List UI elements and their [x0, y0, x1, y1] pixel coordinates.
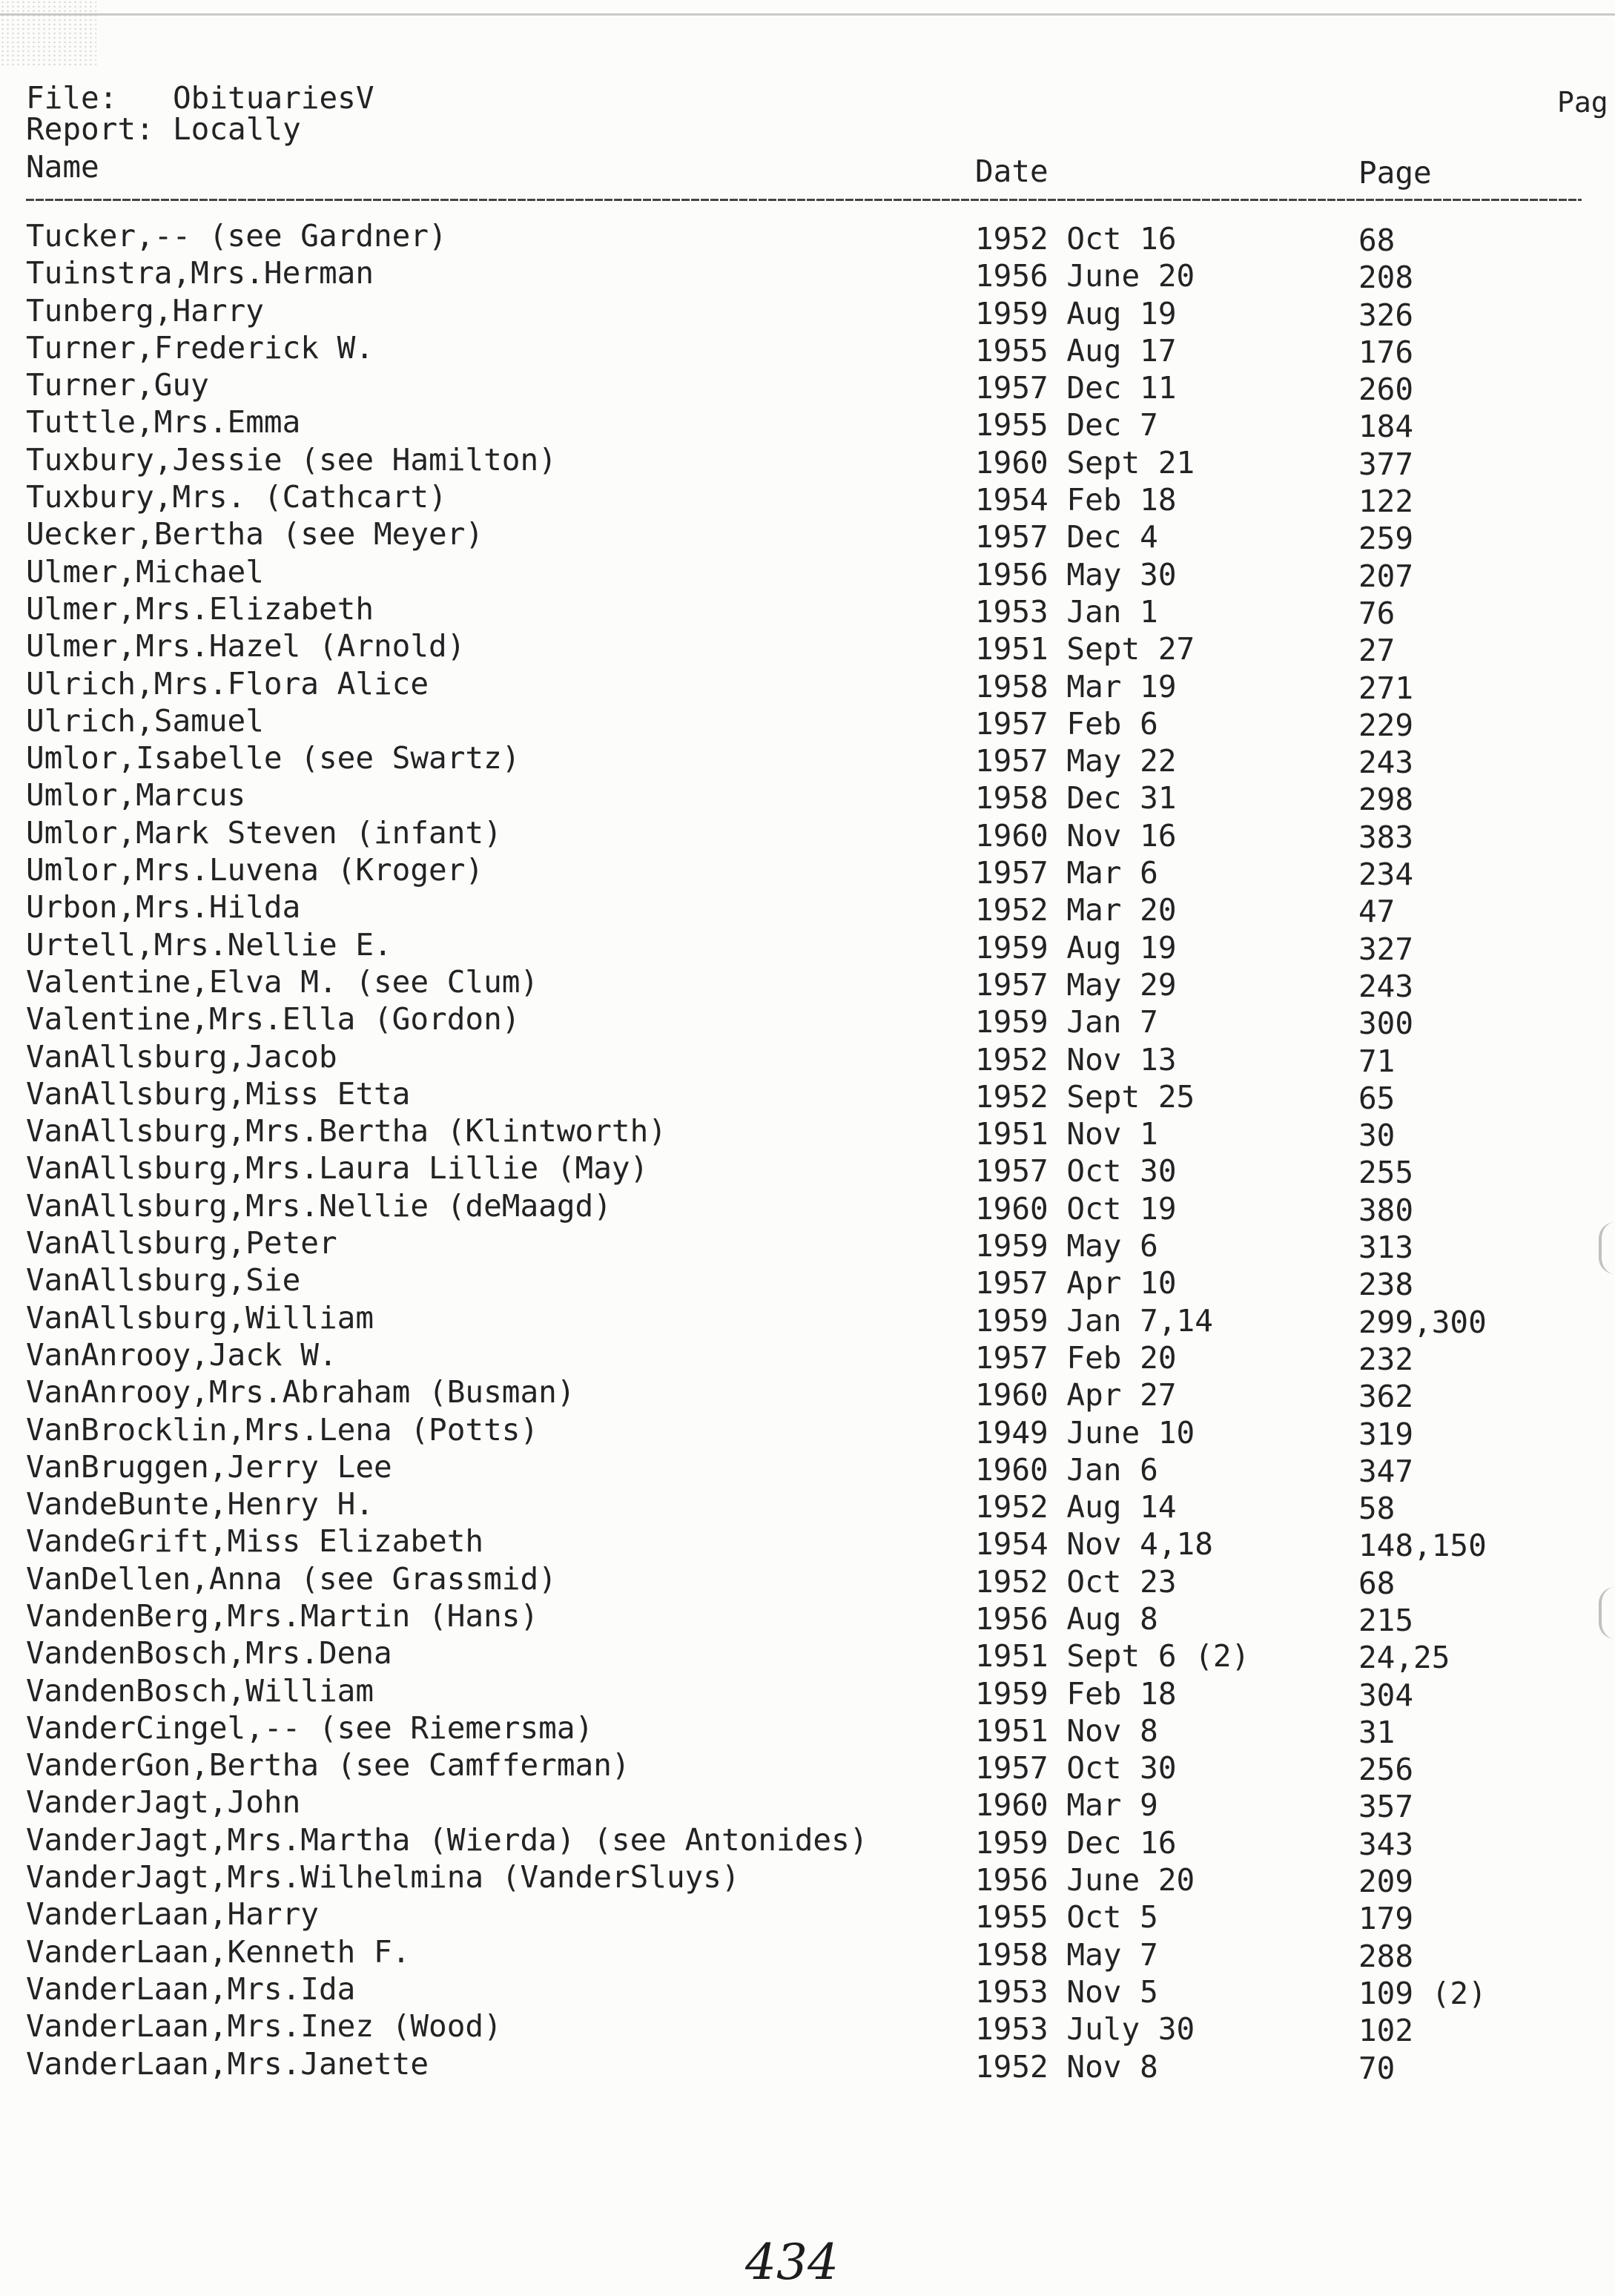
row-name: Ulmer,Michael — [26, 553, 264, 590]
table-row — [0, 1746, 1615, 1788]
row-page: 243 — [1358, 968, 1414, 1004]
table-row — [0, 1373, 1615, 1415]
row-name: VanAllsburg,William — [26, 1299, 374, 1336]
paper-top-edge — [0, 13, 1615, 16]
row-page: 255 — [1358, 1155, 1414, 1191]
row-date: 1959 May 6 — [975, 1228, 1158, 1264]
row-date: 1954 Nov 4,18 — [975, 1526, 1213, 1563]
table-row — [0, 217, 1615, 258]
row-page: 68 — [1358, 222, 1396, 258]
row-date: 1952 Oct 16 — [975, 221, 1177, 257]
row-date: 1956 Aug 8 — [975, 1600, 1158, 1637]
row-date: 1952 Nov 8 — [975, 2048, 1158, 2085]
table-row — [0, 292, 1615, 333]
row-name: VanderJagt,Mrs.Martha (Wierda) (see Antonides) — [26, 1821, 868, 1858]
row-page: 300 — [1358, 1006, 1414, 1042]
row-name: VanAnrooy,Mrs.Abraham (Busman) — [26, 1374, 575, 1411]
row-page: 377 — [1358, 446, 1414, 482]
table-row — [0, 1299, 1615, 1340]
scan-noise — [0, 0, 96, 67]
report-value: Locally — [173, 111, 301, 147]
table-row — [0, 1149, 1615, 1191]
row-page: 215 — [1358, 1602, 1414, 1638]
header-divider — [26, 199, 1582, 201]
table-row — [0, 590, 1615, 631]
row-page: 256 — [1358, 1752, 1414, 1788]
row-date: 1960 Mar 9 — [975, 1787, 1158, 1824]
row-page: 319 — [1358, 1416, 1414, 1452]
table-row — [0, 1523, 1615, 1564]
row-name: VanAllsburg,Miss Etta — [26, 1075, 411, 1112]
row-page: 238 — [1358, 1267, 1414, 1303]
row-name: VandeGrift,Miss Elizabeth — [26, 1523, 484, 1560]
row-name: Urbon,Mrs.Hilda — [26, 889, 301, 926]
row-page: 24,25 — [1358, 1640, 1450, 1676]
table-row — [0, 2045, 1615, 2086]
row-page: 27 — [1358, 633, 1396, 669]
row-name: VandenBerg,Mrs.Martin (Hans) — [26, 1597, 539, 1634]
row-date: 1960 Sept 21 — [975, 444, 1195, 481]
row-name: VanderJagt,Mrs.Wilhelmina (VanderSluys) — [26, 1859, 740, 1896]
row-date: 1957 Feb 20 — [975, 1339, 1177, 1376]
row-name: VanderJagt,John — [26, 1784, 301, 1821]
row-name: VanAllsburg,Jacob — [26, 1038, 337, 1075]
table-row — [0, 814, 1615, 855]
file-value: ObituariesV — [173, 80, 374, 116]
row-name: VanderLaan,Mrs.Ida — [26, 1970, 356, 2007]
row-page: 122 — [1358, 484, 1414, 520]
row-date: 1957 Dec 4 — [975, 519, 1158, 555]
row-page: 304 — [1358, 1677, 1414, 1713]
table-row — [0, 329, 1615, 370]
handwritten-page-number: 434 — [745, 2234, 839, 2291]
table-row — [0, 1224, 1615, 1266]
row-page: 148,150 — [1358, 1528, 1487, 1564]
row-page: 298 — [1358, 782, 1414, 818]
table-row — [0, 1672, 1615, 1713]
table-row — [0, 1784, 1615, 1825]
row-name: VanderCingel,-- (see Riemersma) — [26, 1709, 594, 1746]
row-name: VanAllsburg,Sie — [26, 1262, 301, 1299]
row-date: 1953 Jan 1 — [975, 593, 1158, 630]
row-date: 1960 Jan 6 — [975, 1451, 1158, 1488]
row-name: Urtell,Mrs.Nellie E. — [26, 926, 392, 963]
row-name: VanAllsburg,Peter — [26, 1225, 337, 1261]
row-date: 1960 Oct 19 — [975, 1190, 1177, 1227]
row-page: 232 — [1358, 1341, 1414, 1377]
row-name: Ulrich,Samuel — [26, 702, 264, 739]
row-page: 259 — [1358, 521, 1414, 557]
row-page: 76 — [1358, 595, 1396, 631]
row-page: 299,300 — [1358, 1304, 1487, 1340]
table-row — [0, 1261, 1615, 1303]
table-row — [0, 702, 1615, 743]
row-name: Valentine,Mrs.Ella (Gordon) — [26, 1001, 521, 1038]
row-date: 1960 Nov 16 — [975, 817, 1177, 854]
row-page: 383 — [1358, 819, 1414, 855]
row-page: 343 — [1358, 1826, 1414, 1862]
table-row — [0, 776, 1615, 818]
row-name: Tuxbury,Jessie (see Hamilton) — [26, 441, 557, 478]
table-row — [0, 254, 1615, 296]
row-page: 271 — [1358, 670, 1414, 706]
table-row — [0, 1970, 1615, 2011]
row-page: 313 — [1358, 1230, 1414, 1266]
table-row — [0, 1187, 1615, 1228]
row-name: VanAnrooy,Jack W. — [26, 1336, 337, 1373]
table-row — [0, 403, 1615, 445]
row-page: 380 — [1358, 1192, 1414, 1228]
row-date: 1955 Dec 7 — [975, 407, 1158, 443]
row-date: 1954 Feb 18 — [975, 482, 1177, 518]
row-name: Umlor,Mark Steven (infant) — [26, 814, 502, 851]
row-date: 1957 May 29 — [975, 966, 1177, 1003]
row-name: Tuinstra,Mrs.Herman — [26, 255, 374, 291]
row-page: 58 — [1358, 1491, 1396, 1527]
row-name: VanBrocklin,Mrs.Lena (Potts) — [26, 1411, 539, 1448]
row-date: 1957 Apr 10 — [975, 1265, 1177, 1302]
table-row — [0, 665, 1615, 706]
row-name: Ulmer,Mrs.Elizabeth — [26, 590, 374, 627]
row-name: Valentine,Elva M. (see Clum) — [26, 963, 539, 1000]
row-page: 357 — [1358, 1789, 1414, 1825]
table-row — [0, 366, 1615, 408]
row-name: VandenBosch,Mrs.Dena — [26, 1635, 392, 1672]
row-name: Ulrich,Mrs.Flora Alice — [26, 665, 429, 702]
table-row — [0, 1896, 1615, 1937]
table-row — [0, 441, 1615, 482]
row-name: VanDellen,Anna (see Grassmid) — [26, 1560, 557, 1597]
file-label: File: — [26, 80, 118, 116]
row-page: 347 — [1358, 1453, 1414, 1489]
row-name: VanderLaan,Mrs.Inez (Wood) — [26, 2008, 502, 2045]
row-date: 1959 Dec 16 — [975, 1824, 1177, 1861]
row-date: 1951 Sept 27 — [975, 631, 1195, 667]
row-page: 176 — [1358, 334, 1414, 370]
table-row — [0, 1560, 1615, 1601]
row-name: VanderLaan,Kenneth F. — [26, 1933, 411, 1970]
row-date: 1959 Feb 18 — [975, 1675, 1177, 1712]
table-row — [0, 553, 1615, 594]
row-date: 1953 July 30 — [975, 2011, 1195, 2048]
row-name: VandeBunte,Henry H. — [26, 1486, 374, 1523]
row-name: VanAllsburg,Mrs.Laura Lillie (May) — [26, 1150, 649, 1187]
table-row — [0, 2008, 1615, 2049]
row-name: Umlor,Marcus — [26, 777, 246, 814]
column-header-name: Name — [26, 149, 99, 185]
row-name: VanderLaan,Harry — [26, 1896, 319, 1933]
row-name: VandenBosch,William — [26, 1672, 374, 1709]
row-name: Tuxbury,Mrs. (Cathcart) — [26, 479, 447, 515]
table-row — [0, 1485, 1615, 1527]
row-page: 30 — [1358, 1118, 1396, 1154]
row-date: 1959 Jan 7 — [975, 1004, 1158, 1040]
row-name: VanAllsburg,Mrs.Nellie (deMaagd) — [26, 1187, 612, 1224]
row-page: 327 — [1358, 931, 1414, 967]
row-date: 1952 Sept 25 — [975, 1078, 1195, 1115]
table-row — [0, 888, 1615, 930]
row-page: 288 — [1358, 1938, 1414, 1974]
obituary-index-list — [0, 217, 1615, 2086]
row-page: 31 — [1358, 1714, 1396, 1750]
row-date: 1957 Oct 30 — [975, 1750, 1177, 1787]
row-name: Turner,Frederick W. — [26, 329, 374, 366]
row-name: Tunberg,Harry — [26, 292, 264, 329]
table-row — [0, 1112, 1615, 1154]
row-page: 207 — [1358, 558, 1414, 594]
table-row — [0, 1038, 1615, 1079]
row-date: 1951 Sept 6 (2) — [975, 1638, 1250, 1675]
row-page: 326 — [1358, 297, 1414, 333]
table-row — [0, 515, 1615, 557]
row-name: Uecker,Bertha (see Meyer) — [26, 516, 484, 552]
row-page: 362 — [1358, 1379, 1414, 1415]
row-date: 1960 Apr 27 — [975, 1377, 1177, 1413]
table-row — [0, 1597, 1615, 1638]
row-name: Turner,Guy — [26, 367, 209, 403]
row-date: 1951 Nov 8 — [975, 1712, 1158, 1749]
table-row — [0, 478, 1615, 520]
row-date: 1949 June 10 — [975, 1414, 1195, 1451]
row-date: 1956 June 20 — [975, 258, 1195, 294]
row-page: 234 — [1358, 857, 1414, 893]
row-page: 229 — [1358, 707, 1414, 743]
table-row — [0, 851, 1615, 893]
table-row — [0, 1411, 1615, 1452]
row-name: Umlor,Isabelle (see Swartz) — [26, 740, 521, 776]
row-date: 1955 Oct 5 — [975, 1899, 1158, 1936]
row-date: 1958 Mar 19 — [975, 668, 1177, 705]
column-header-date: Date — [975, 154, 1048, 189]
row-date: 1951 Nov 1 — [975, 1116, 1158, 1152]
row-date: 1959 Aug 19 — [975, 929, 1177, 966]
row-page: 47 — [1358, 894, 1396, 930]
corner-page-fragment: Pag — [1557, 86, 1608, 119]
table-row — [0, 1933, 1615, 1974]
row-page: 209 — [1358, 1864, 1414, 1900]
row-date: 1952 Oct 23 — [975, 1563, 1177, 1600]
table-row — [0, 1709, 1615, 1750]
row-date: 1957 Oct 30 — [975, 1153, 1177, 1190]
table-row — [0, 1000, 1615, 1042]
row-page: 243 — [1358, 745, 1414, 781]
row-name: Umlor,Mrs.Luvena (Kroger) — [26, 852, 484, 888]
row-page: 260 — [1358, 372, 1414, 408]
row-date: 1952 Aug 14 — [975, 1489, 1177, 1525]
table-row — [0, 1075, 1615, 1116]
row-name: Tuttle,Mrs.Emma — [26, 404, 301, 441]
row-date: 1956 May 30 — [975, 556, 1177, 593]
row-page: 109 (2) — [1358, 1975, 1487, 2011]
row-date: 1959 Aug 19 — [975, 295, 1177, 331]
table-row — [0, 1821, 1615, 1862]
row-page: 184 — [1358, 409, 1414, 445]
row-date: 1959 Jan 7,14 — [975, 1302, 1213, 1339]
row-page: 65 — [1358, 1080, 1396, 1116]
table-row — [0, 926, 1615, 967]
row-date: 1957 Feb 6 — [975, 705, 1158, 742]
row-name: VanAllsburg,Mrs.Bertha (Klintworth) — [26, 1113, 667, 1149]
row-date: 1955 Aug 17 — [975, 332, 1177, 369]
row-page: 102 — [1358, 2013, 1414, 2049]
row-page: 208 — [1358, 260, 1414, 296]
row-date: 1956 June 20 — [975, 1862, 1195, 1899]
row-name: VanderGon,Bertha (see Camfferman) — [26, 1747, 630, 1784]
table-row — [0, 1858, 1615, 1900]
row-page: 68 — [1358, 1565, 1396, 1601]
row-date: 1957 Mar 6 — [975, 855, 1158, 891]
row-page: 70 — [1358, 2050, 1396, 2086]
row-date: 1952 Nov 13 — [975, 1041, 1177, 1078]
row-date: 1957 May 22 — [975, 743, 1177, 779]
row-date: 1952 Mar 20 — [975, 892, 1177, 928]
row-page: 71 — [1358, 1043, 1396, 1079]
row-name: VanBruggen,Jerry Lee — [26, 1448, 392, 1485]
row-name: VanderLaan,Mrs.Janette — [26, 2045, 429, 2082]
table-row — [0, 1634, 1615, 1676]
table-row — [0, 963, 1615, 1004]
row-page: 179 — [1358, 1901, 1414, 1937]
row-date: 1958 May 7 — [975, 1936, 1158, 1973]
row-date: 1953 Nov 5 — [975, 1973, 1158, 2010]
row-name: Tucker,-- (see Gardner) — [26, 218, 447, 254]
table-row — [0, 1448, 1615, 1489]
row-name: Ulmer,Mrs.Hazel (Arnold) — [26, 628, 466, 664]
row-date: 1958 Dec 31 — [975, 780, 1177, 817]
row-date: 1957 Dec 11 — [975, 370, 1177, 406]
table-row — [0, 1336, 1615, 1377]
column-header-page: Page — [1358, 155, 1432, 191]
table-row — [0, 739, 1615, 781]
table-row — [0, 627, 1615, 669]
report-label: Report: — [26, 111, 154, 147]
